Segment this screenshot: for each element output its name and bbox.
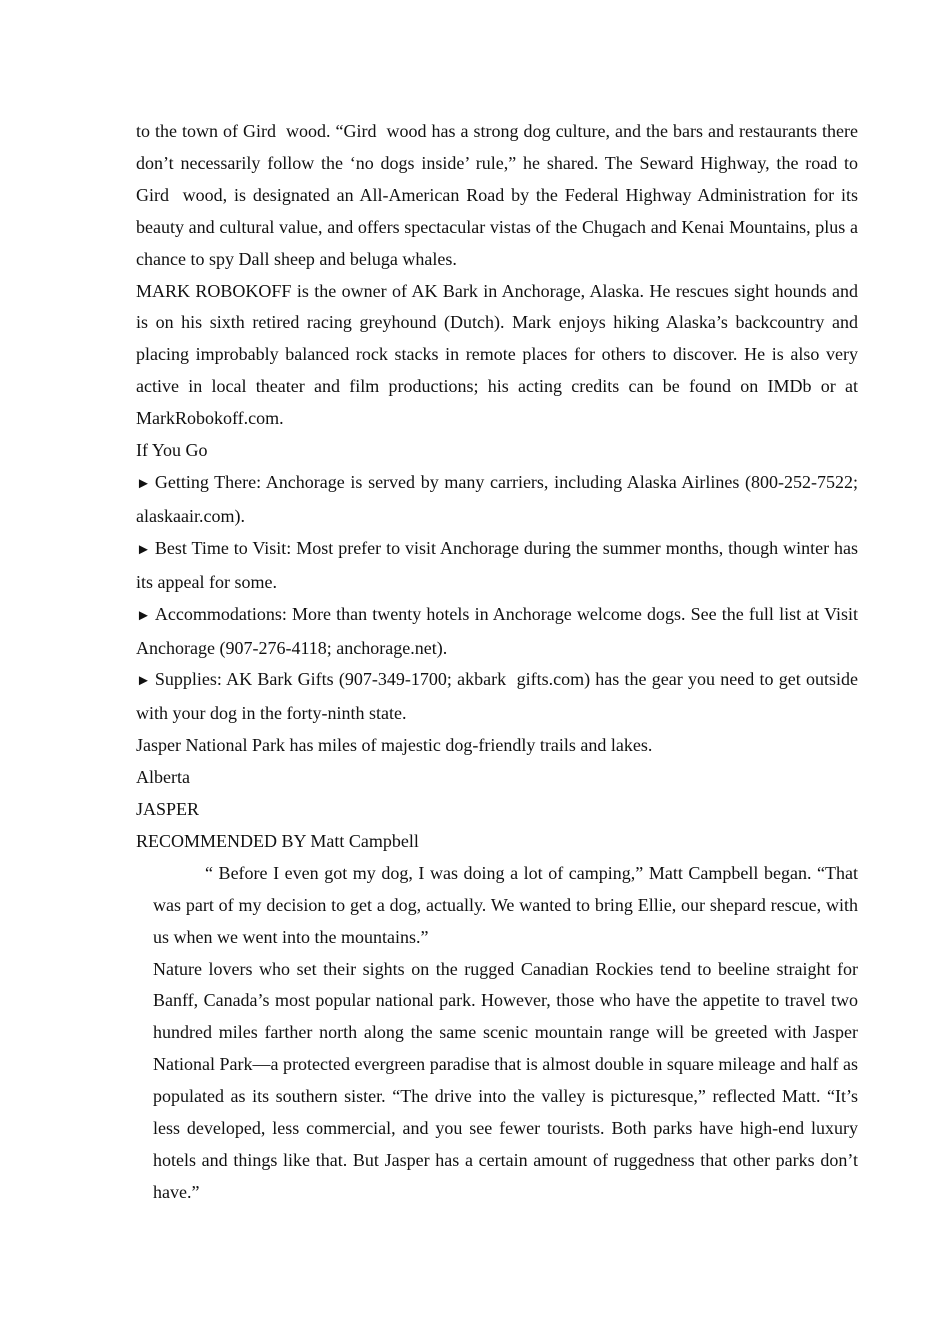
triangle-bullet-icon: ► <box>136 541 151 558</box>
triangle-bullet-icon: ► <box>136 607 151 624</box>
bullet-text: Accommodations: More than twenty hotels in Anchorage welcome dogs. See the full list at Visit Anchorage (907-276-4118; anchorage.net). <box>136 603 858 658</box>
bullet-text: Supplies: AK Bark Gifts (907-349-1700; akbark gifts.com) has the gear you need to get outside with your dog in the forty-ninth state. <box>136 669 858 724</box>
paragraph-jasper-description: Nature lovers who set their sights on the rugged Canadian Rockies tend to beeline straight for Banff, Canada’s most popular national park. However, those who have the appetite to travel two hundred miles farther north along the same scenic mountain range will be greeted with Jasper National Park—a protected evergreen paradise that is almost double in square mileage and half as populated as its southern sister. “The drive into the valley is picturesque,” reflected Matt. “It’s less developed, less commercial, and you see fewer tourists. Both parks have high-end luxury hotels and things like that. But Jasper has a certain amount of ruggedness that other parks don’t have.” <box>153 958 858 1202</box>
bullet-accommodations <box>136 599 858 665</box>
region-label: Alberta <box>136 767 190 788</box>
triangle-bullet-icon: ► <box>136 673 151 690</box>
section-title: JASPER <box>136 799 200 820</box>
document-page <box>136 116 858 1209</box>
recommended-by: RECOMMENDED BY Matt Campbell <box>136 830 419 851</box>
photo-caption: Jasper National Park has miles of majestic dog-friendly trails and lakes. <box>136 735 653 756</box>
bullet-best-time <box>136 533 858 599</box>
bullet-text: Best Time to Visit: Most prefer to visit Anchorage during the summer months, though winter has its appeal for some. <box>136 537 858 592</box>
heading-if-you-go: If You Go <box>136 440 208 461</box>
jasper-article-body <box>153 858 858 1209</box>
paragraph-girdwood: to the town of Gird wood. “Gird wood has a strong dog culture, and the bars and restaurants there don’t necessarily follow the ‘no dogs inside’ rule,” he shared. The Seward Highway, the road to Gird wood, is designated an All-American Road by the Federal Highway Administration for its beauty and cultural value, and offers spectacular vistas of the Chugach and Kenai Mountains, plus a chance to spy Dall sheep and beluga whales. <box>136 121 858 269</box>
bullet-getting-there <box>136 467 858 533</box>
bullet-supplies <box>136 664 858 730</box>
paragraph-author-bio: MARK ROBOKOFF is the owner of AK Bark in Anchorage, Alaska. He rescues sight hounds and is on his sixth retired racing greyhound (Dutch). Mark enjoys hiking Alaska’s backcountry and placing improbably balanced rock stacks in remote places for others to discover. He is also very active in local theater and film productions; his acting credits can be found on IMDb or at MarkRobokoff.com. <box>136 280 858 429</box>
triangle-bullet-icon: ► <box>136 475 151 492</box>
paragraph-quote: “ Before I even got my dog, I was doing a lot of camping,” Matt Campbell began. “That was part of my decision to get a dog, actually. We wanted to bring Ellie, our shepard rescue, with us when we went into the mountains.” <box>153 862 858 947</box>
bullet-text: Getting There: Anchorage is served by many carriers, including Alaska Airlines (800-252-7522; alaskaair.com). <box>136 471 858 526</box>
